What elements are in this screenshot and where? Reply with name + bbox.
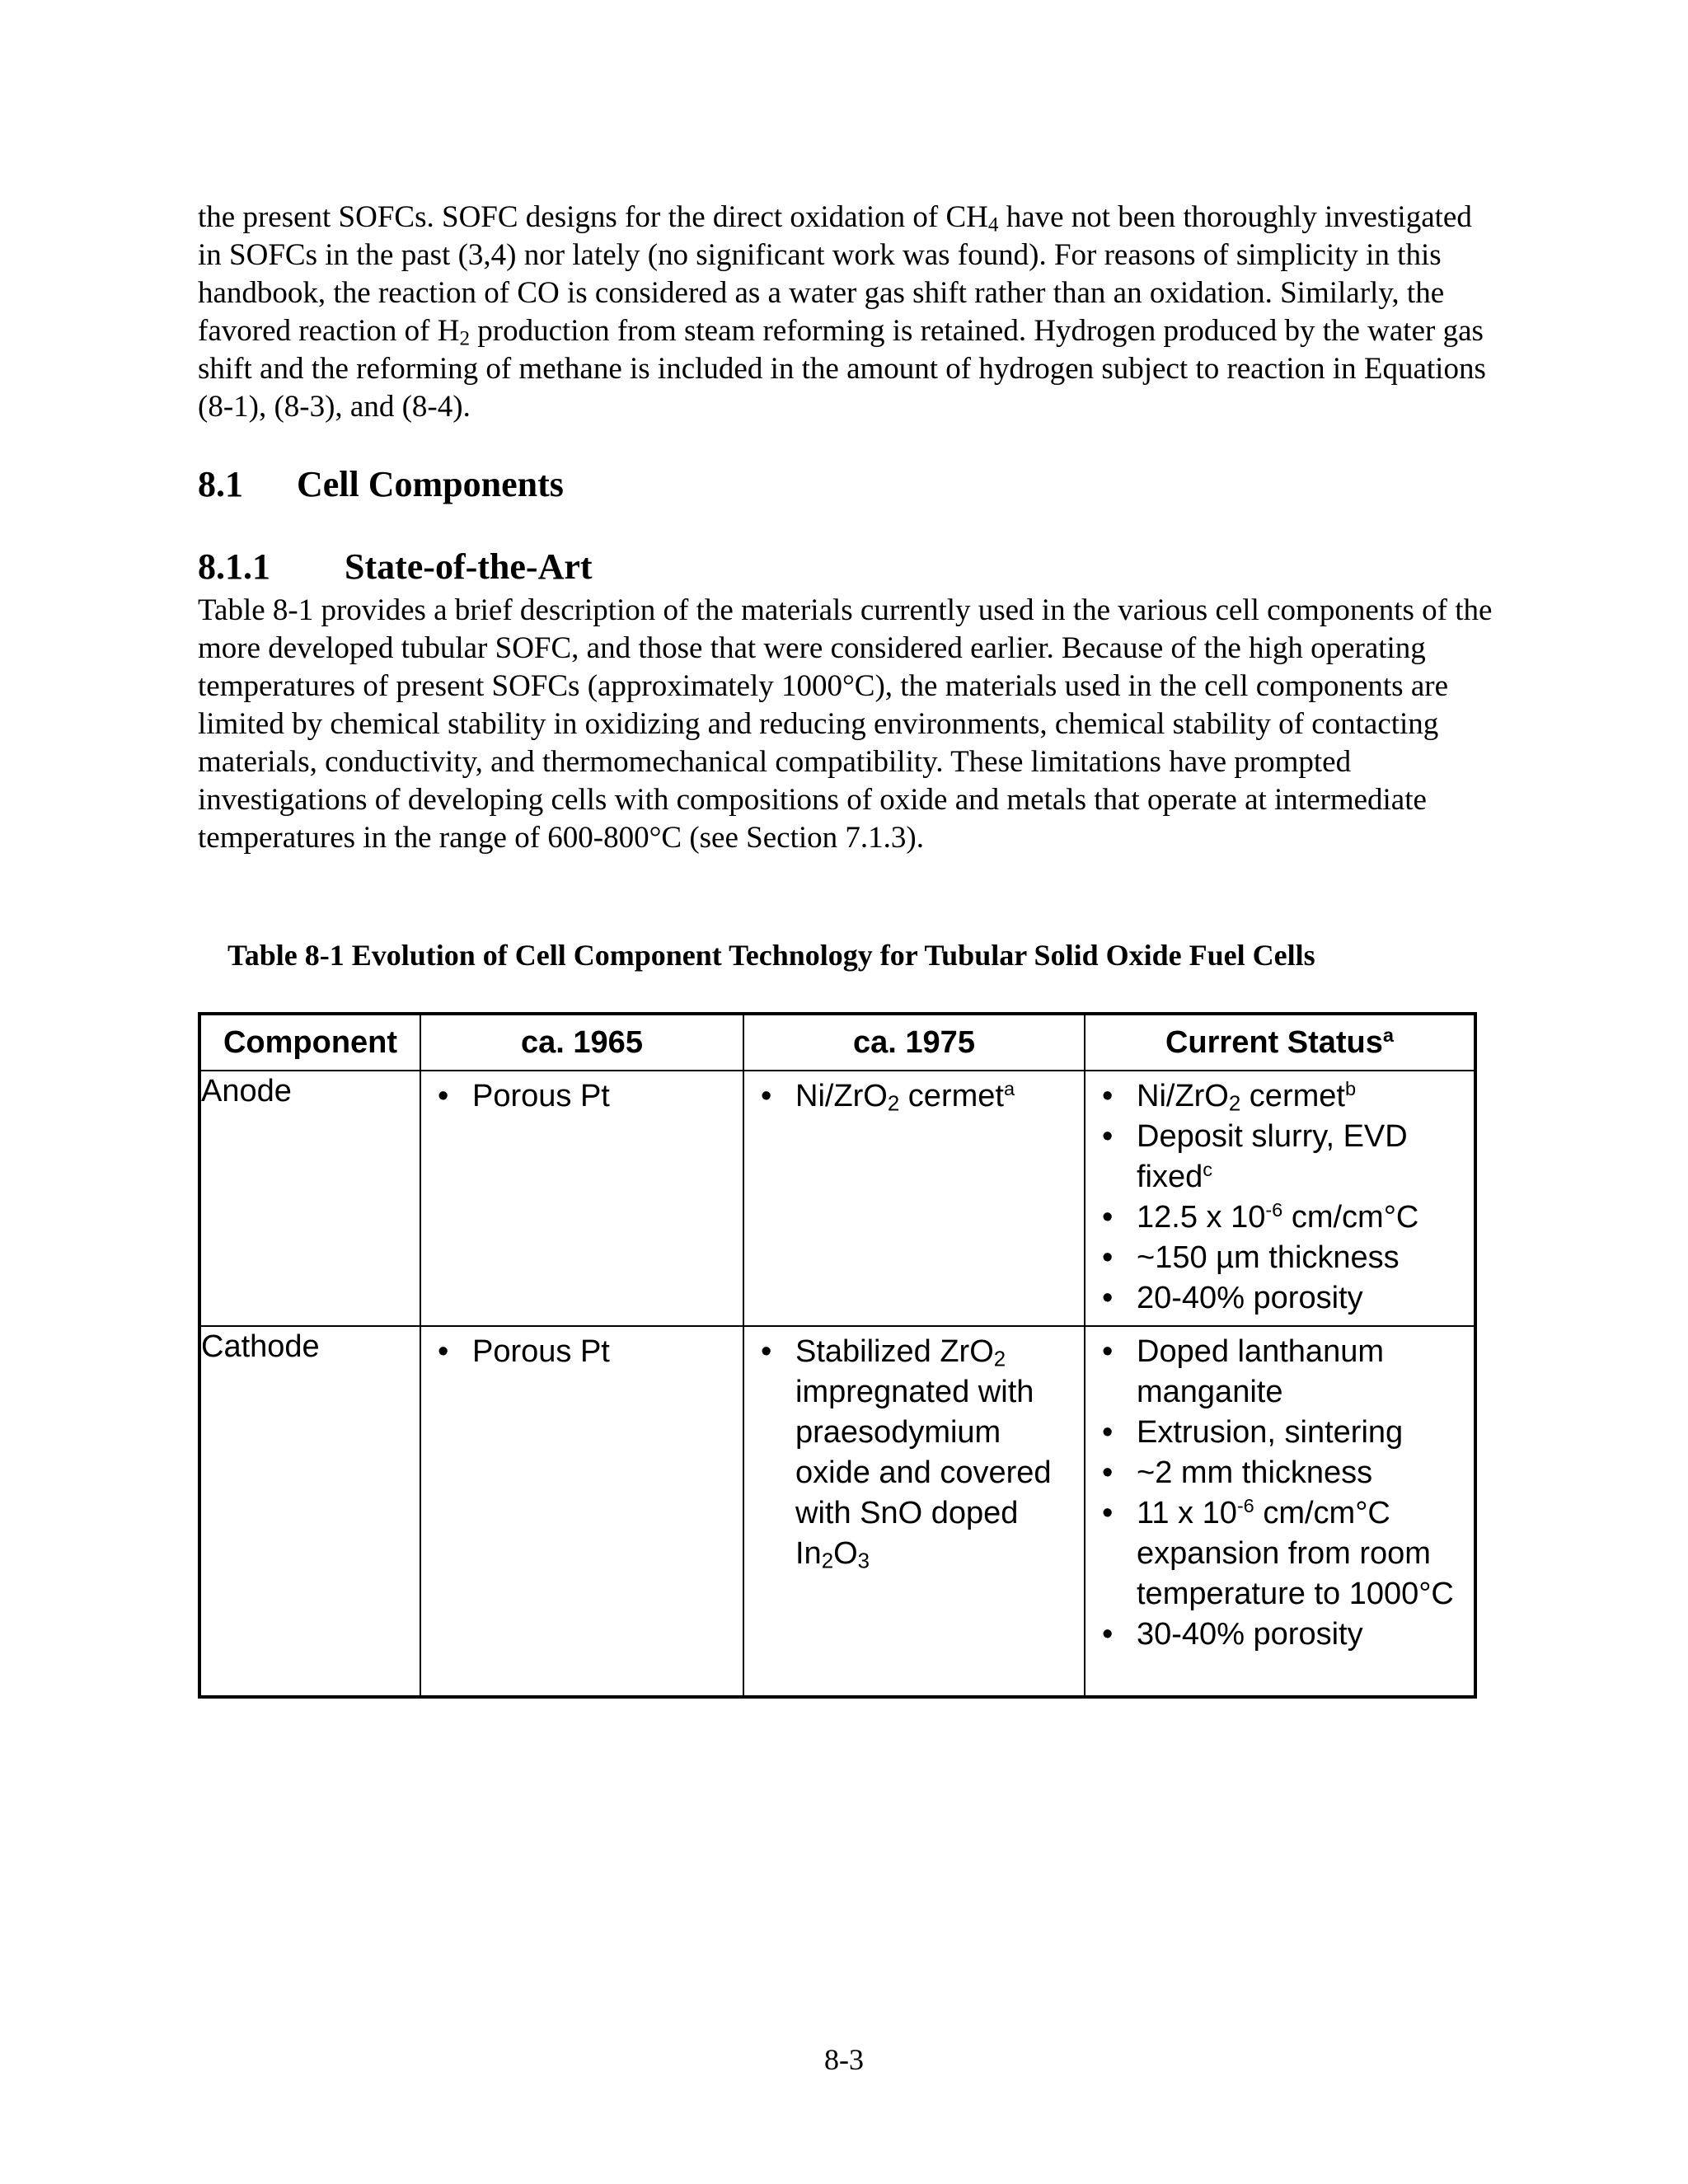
list-item: • ~150 µm thickness [1102, 1238, 1465, 1278]
list-item: • 20-40% porosity [1102, 1278, 1465, 1319]
list-item: • 11 x $10^{-6}$ cm/cm°C expansion from room temperature to 1000°C [1102, 1493, 1465, 1615]
anode-ca1965 [420, 1071, 743, 1326]
list-item: • Stabilized ZrO$_2$ impregnated with praesodymium oxide and covered with SnO doped $In_2O_3$ [761, 1332, 1076, 1574]
intro-paragraph: the present SOFCs. SOFC designs for the direct oxidation of $CH_4$ have not been thoroughly investigated in SOFCs in the past (3,4) nor lately (no significant work was found). For reasons of simplicity in this handbook, the reaction of CO is considered as a water gas shift rather than an oxidation. Similarly, the favored reaction of $H_2$ production from steam reforming is retained. Hydrogen produced by the water gas shift and the reforming of methane is included in the amount of hydrogen subject to reaction in Equations (8-1), (8-3), and (8-4). [198, 200, 1486, 424]
header-component: Component [199, 1014, 420, 1071]
list-item: • Ni/ZrO$_2$ cermet$^b$ [1102, 1076, 1465, 1117]
list-item: • Ni/ZrO$_2$ cermet$^a$ [761, 1076, 1076, 1117]
cathode-ca1975 [743, 1326, 1085, 1697]
list-item: • 30-40% porosity [1102, 1615, 1465, 1655]
subsection-heading: 8.1.1 State-of-the-Art [198, 546, 593, 587]
cathode-label: Cathode [199, 1326, 420, 1697]
component-table [198, 1012, 1477, 1699]
table-row-anode [199, 1071, 1475, 1326]
cathode-current [1085, 1326, 1475, 1697]
list-item: • Porous Pt [438, 1076, 734, 1117]
state-of-art-paragraph: Table 8-1 provides a brief description of the materials currently used in the various cell components of the more developed tubular SOFC, and those that were considered earlier. Because of the high operating temperatures of present SOFCs (approximately 1000°C), the materials used in the cell components are limited by chemical stability in oxidizing and reducing environments, chemical stability of contacting materials, conductivity, and thermomechanical compatibility. These limitations have prompted investigations of developing cells with compositions of oxide and metals that operate at intermediate temperatures in the range of 600-800°C (see Section 7.1.3). [198, 593, 1493, 855]
table-header-row [199, 1014, 1475, 1071]
cathode-ca1965 [420, 1326, 743, 1697]
anode-ca1975 [743, 1071, 1085, 1326]
section-heading: 8.1 Cell Components [198, 464, 564, 504]
list-item: • Porous Pt [438, 1332, 734, 1372]
header-current-status: Current Status$^a$ [1085, 1014, 1475, 1071]
table-caption: Table 8-1 Evolution of Cell Component Technology for Tubular Solid Oxide Fuel Cells [227, 939, 1315, 972]
header-ca1975: ca. 1975 [743, 1014, 1085, 1071]
list-item: • ~2 mm thickness [1102, 1453, 1465, 1493]
list-item: • Extrusion, sintering [1102, 1413, 1465, 1453]
anode-label: Anode [199, 1071, 420, 1326]
header-ca1965: ca. 1965 [420, 1014, 743, 1071]
list-item: • Doped lanthanum manganite [1102, 1332, 1465, 1413]
page-number: 8-3 [824, 2043, 864, 2076]
list-item: • 12.5 x $10^{-6}$ cm/cm°C [1102, 1197, 1465, 1238]
anode-current [1085, 1071, 1475, 1326]
list-item: • Deposit slurry, EVD fixed$^c$ [1102, 1117, 1465, 1197]
table-row-cathode [199, 1326, 1475, 1697]
